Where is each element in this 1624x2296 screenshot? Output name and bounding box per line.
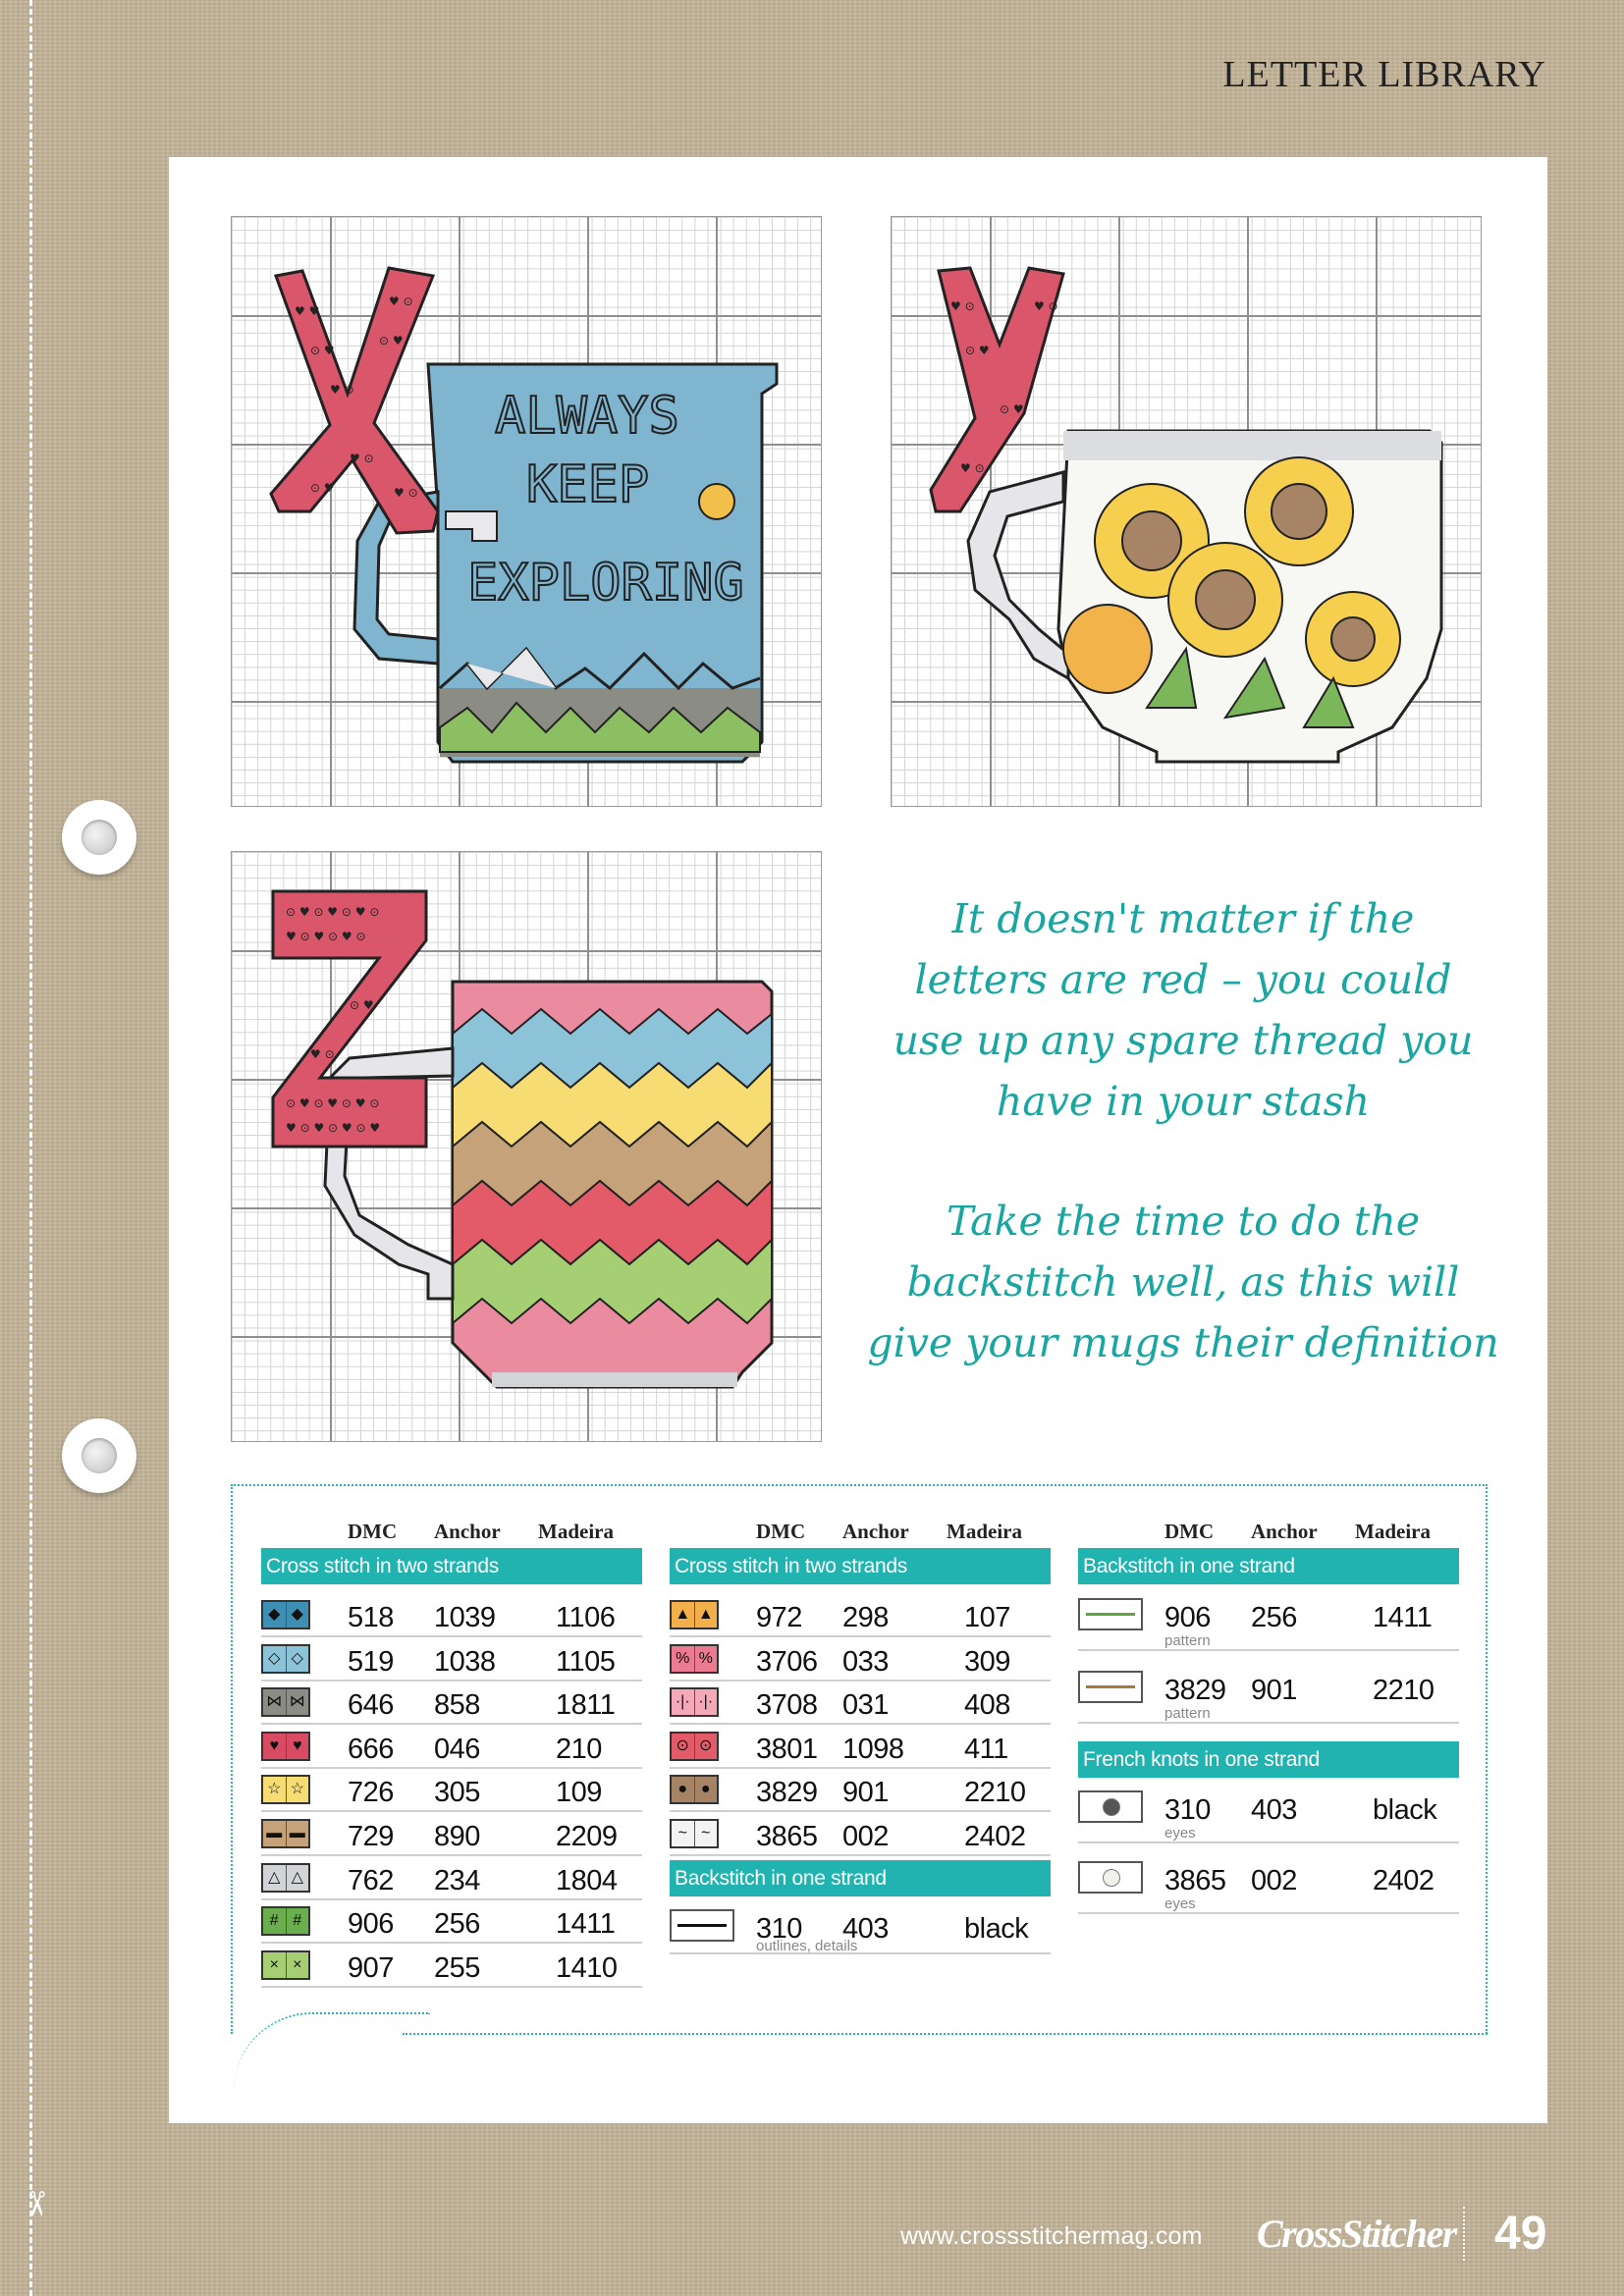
dmc-code: 3708	[756, 1689, 818, 1722]
stitched-border	[29, 0, 32, 2296]
symbol-swatch-icon	[261, 1950, 310, 1980]
svg-text:⊙ ♥: ⊙ ♥	[310, 344, 335, 357]
symbol-swatch-icon	[670, 1644, 719, 1674]
stitch-symbol-icon: #	[287, 1908, 309, 1934]
madeira-code: 107	[964, 1602, 1010, 1633]
madeira-code: 109	[556, 1777, 602, 1809]
tip-thread-colours	[864, 888, 1502, 1132]
key-row-3801	[670, 1726, 1051, 1769]
usage-note: eyes	[1164, 1825, 1196, 1842]
key-row-666	[261, 1726, 642, 1769]
svg-text:♥ ⊙: ♥ ⊙	[350, 452, 374, 465]
stitch-symbol-icon: ☆	[263, 1777, 287, 1802]
stitch-symbol-icon: ⊙	[695, 1734, 718, 1759]
madeira-code: 2210	[1373, 1675, 1435, 1706]
key-row-3829	[670, 1769, 1051, 1812]
madeira-code: 1105	[556, 1645, 616, 1678]
footer-brand-logo: CrossStitcher	[1257, 2212, 1456, 2256]
stitch-symbol-icon: ·|·	[695, 1689, 718, 1715]
stitch-symbol-icon: ♥	[263, 1734, 287, 1759]
header-madeira: Madeira	[538, 1520, 614, 1543]
key-row-972	[670, 1594, 1051, 1637]
dmc-code: 666	[348, 1733, 394, 1765]
stitch-symbol-icon: ▬	[263, 1821, 287, 1846]
dmc-code: 646	[348, 1689, 394, 1722]
chart-z-artwork	[232, 852, 822, 1442]
footer-url: www.crossstitchermag.com	[900, 2222, 1203, 2250]
svg-text:♥ ⊙: ♥ ⊙	[394, 486, 418, 500]
anchor-code: 1039	[434, 1602, 496, 1633]
chart-y-artwork	[892, 217, 1482, 807]
usage-note: pattern	[1164, 1705, 1211, 1722]
dmc-code: 3829	[1164, 1675, 1226, 1706]
header-dmc: DMC	[348, 1520, 398, 1543]
dmc-code: 3865	[756, 1821, 818, 1852]
chart-letter-z	[231, 851, 822, 1442]
svg-text:⊙ ♥ ⊙ ♥ ⊙ ♥ ⊙: ⊙ ♥ ⊙ ♥ ⊙ ♥ ⊙	[286, 1096, 380, 1110]
stitch-symbol-icon: %	[672, 1646, 695, 1672]
stitch-symbol-icon: ⊙	[672, 1734, 695, 1759]
stitch-symbol-icon: ●	[695, 1777, 718, 1802]
tip-backstitch	[864, 1191, 1502, 1373]
key-row-762	[261, 1857, 642, 1900]
dmc-code: 3829	[756, 1777, 818, 1809]
header-madeira: Madeira	[1355, 1520, 1431, 1543]
usage-note: outlines, details	[756, 1938, 858, 1954]
anchor-code: 890	[434, 1821, 480, 1852]
madeira-code: 309	[964, 1645, 1010, 1678]
french-knot-swatch-icon	[1078, 1861, 1143, 1894]
dmc-code: 906	[348, 1908, 394, 1941]
stitch-symbol-icon: ☆	[287, 1777, 309, 1802]
symbol-swatch-icon	[670, 1732, 719, 1761]
svg-text:♥ ⊙: ♥ ⊙	[950, 299, 975, 313]
usage-note: eyes	[1164, 1896, 1196, 1912]
key-row-backstitch-310	[670, 1905, 1051, 1954]
madeira-code: 1811	[556, 1689, 616, 1722]
dmc-code: 518	[348, 1602, 394, 1633]
key-row-907	[261, 1945, 642, 1988]
anchor-code: 002	[842, 1821, 889, 1852]
symbol-swatch-icon	[670, 1600, 719, 1629]
stitch-symbol-icon: ×	[263, 1952, 287, 1978]
dmc-code: 310	[756, 1913, 802, 1945]
symbol-swatch-icon	[670, 1687, 719, 1717]
madeira-code: 1411	[1373, 1602, 1433, 1633]
stitch-symbol-icon: ▲	[695, 1602, 718, 1628]
dmc-code: 519	[348, 1645, 394, 1678]
key-row-knot-3865	[1078, 1857, 1459, 1914]
chart-x-artwork	[232, 217, 822, 807]
stitch-symbol-icon: ◆	[287, 1602, 309, 1628]
anchor-code: 256	[434, 1908, 480, 1941]
key-frame-bottom	[403, 2033, 1488, 2035]
symbol-swatch-icon	[261, 1600, 310, 1629]
madeira-code: 411	[964, 1733, 1008, 1765]
anchor-code: 255	[434, 1951, 480, 1984]
stitch-symbol-icon: ◇	[263, 1646, 287, 1672]
key-row-726	[261, 1769, 642, 1812]
header-dmc: DMC	[1164, 1520, 1215, 1543]
key-row-knot-310	[1078, 1787, 1459, 1843]
symbol-swatch-icon	[261, 1819, 310, 1848]
chart-letter-y	[891, 216, 1482, 807]
anchor-code: 901	[1251, 1675, 1297, 1706]
madeira-code: 1804	[556, 1864, 618, 1896]
svg-text:⊙ ♥: ⊙ ♥	[379, 334, 404, 347]
stitch-symbol-icon: ~	[672, 1821, 695, 1846]
tip-line: letters are red – you could	[914, 956, 1452, 1003]
dmc-code: 726	[348, 1777, 394, 1809]
stitch-symbol-icon: ▬	[287, 1821, 309, 1846]
header-anchor: Anchor	[1251, 1520, 1318, 1543]
header-madeira: Madeira	[947, 1520, 1022, 1543]
anchor-code: 298	[842, 1602, 889, 1633]
french-knot-swatch-icon	[1078, 1790, 1143, 1823]
tip-line: Take the time to do the	[947, 1198, 1420, 1245]
symbol-swatch-icon	[261, 1687, 310, 1717]
stitch-symbol-icon: %	[695, 1646, 718, 1672]
dmc-code: 3801	[756, 1733, 818, 1765]
anchor-code: 256	[1251, 1602, 1297, 1633]
svg-text:♥ ⊙: ♥ ⊙	[330, 383, 354, 397]
chart-letter-x	[231, 216, 822, 807]
anchor-code: 403	[1251, 1794, 1297, 1826]
anchor-code: 031	[842, 1689, 889, 1722]
header-dmc: DMC	[756, 1520, 806, 1543]
band-backstitch: Backstitch in one strand	[670, 1860, 1051, 1896]
madeira-code: 1410	[556, 1951, 618, 1984]
symbol-swatch-icon	[670, 1775, 719, 1804]
dmc-code: 907	[348, 1951, 394, 1984]
anchor-code: 1098	[842, 1733, 904, 1765]
svg-text:⊙ ♥ ⊙ ♥ ⊙ ♥ ⊙: ⊙ ♥ ⊙ ♥ ⊙ ♥ ⊙	[286, 905, 380, 919]
tip-line: backstitch well, as this will	[906, 1258, 1460, 1306]
backstitch-swatch-icon	[1078, 1598, 1143, 1630]
stitch-symbol-icon: ⋈	[263, 1689, 287, 1715]
usage-note: pattern	[1164, 1632, 1211, 1649]
anchor-code: 403	[842, 1913, 889, 1945]
svg-text:♥ ⊙ ♥ ⊙ ♥ ⊙ ♥: ♥ ⊙ ♥ ⊙ ♥ ⊙ ♥	[286, 1121, 381, 1135]
svg-text:♥ ⊙: ♥ ⊙	[960, 461, 985, 475]
key-row-519	[261, 1638, 642, 1682]
svg-text:♥ ⊙: ♥ ⊙	[389, 294, 413, 308]
madeira-code: 2402	[964, 1821, 1026, 1852]
backstitch-swatch-icon	[1078, 1671, 1143, 1703]
svg-text:⊙ ♥: ⊙ ♥	[350, 998, 374, 1012]
page-number: 49	[1494, 2208, 1547, 2260]
madeira-code: 210	[556, 1733, 602, 1765]
svg-text:♥ ♥: ♥ ♥	[295, 304, 320, 318]
stitch-symbol-icon: ▲	[672, 1602, 695, 1628]
tip-line: It doesn't matter if the	[951, 895, 1415, 942]
madeira-code: 408	[964, 1689, 1010, 1722]
svg-text:⊙ ♥: ⊙ ♥	[1000, 402, 1024, 416]
anchor-code: 234	[434, 1864, 480, 1896]
band-cross-stitch: Cross stitch in two strands	[261, 1548, 642, 1584]
madeira-code: 2209	[556, 1821, 618, 1852]
anchor-code: 901	[842, 1777, 889, 1809]
key-row-518	[261, 1594, 642, 1637]
backstitch-swatch-icon	[670, 1909, 734, 1942]
symbol-swatch-icon	[261, 1732, 310, 1761]
svg-text:♥ ⊙: ♥ ⊙	[310, 1047, 335, 1061]
band-french-knots: French knots in one strand	[1078, 1741, 1459, 1778]
stitch-symbol-icon: △	[287, 1865, 309, 1891]
binder-hole-icon	[62, 1418, 136, 1493]
dmc-code: 310	[1164, 1794, 1211, 1826]
stitch-symbol-icon: △	[263, 1865, 287, 1891]
symbol-swatch-icon	[670, 1819, 719, 1848]
tip-line: give your mugs their definition	[867, 1319, 1499, 1366]
symbol-swatch-icon	[261, 1644, 310, 1674]
key-row-backstitch-3829	[1078, 1667, 1459, 1724]
dmc-code: 972	[756, 1602, 802, 1633]
madeira-code: black	[964, 1913, 1029, 1945]
dmc-code: 729	[348, 1821, 394, 1852]
binder-hole-icon	[62, 800, 136, 875]
stitch-symbol-icon: #	[263, 1908, 287, 1934]
mug-text-line-3: EXPLORING	[467, 554, 744, 613]
symbol-swatch-icon	[261, 1863, 310, 1893]
dmc-code: 3706	[756, 1645, 818, 1678]
madeira-code: 1411	[556, 1908, 616, 1941]
dmc-code: 906	[1164, 1602, 1211, 1633]
stitch-symbol-icon: ●	[672, 1777, 695, 1802]
madeira-code: 2402	[1373, 1865, 1435, 1896]
svg-text:⊙ ♥: ⊙ ♥	[310, 481, 335, 495]
section-title: LETTER LIBRARY	[1222, 54, 1546, 95]
svg-text:♥ ⊙ ♥ ⊙ ♥ ⊙: ♥ ⊙ ♥ ⊙ ♥ ⊙	[286, 930, 366, 943]
key-row-906	[261, 1900, 642, 1944]
band-cross-stitch: Cross stitch in two strands	[670, 1548, 1051, 1584]
mug-text-line-1: ALWAYS	[495, 387, 679, 446]
anchor-code: 305	[434, 1777, 480, 1809]
anchor-code: 033	[842, 1645, 889, 1678]
dmc-code: 3865	[1164, 1865, 1226, 1896]
header-anchor: Anchor	[842, 1520, 909, 1543]
key-row-729	[261, 1813, 642, 1856]
band-backstitch: Backstitch in one strand	[1078, 1548, 1459, 1584]
stitch-symbol-icon: ♥	[287, 1734, 309, 1759]
key-row-3706	[670, 1638, 1051, 1682]
anchor-code: 002	[1251, 1865, 1297, 1896]
svg-text:♥ ⊙: ♥ ⊙	[1034, 299, 1058, 313]
tip-line: have in your stash	[996, 1078, 1371, 1125]
stitch-symbol-icon: ◇	[287, 1646, 309, 1672]
anchor-code: 1038	[434, 1645, 496, 1678]
footer-divider	[1463, 2207, 1465, 2261]
madeira-code: 1106	[556, 1602, 616, 1633]
stitch-symbol-icon: ◆	[263, 1602, 287, 1628]
scissors-icon: ✂	[17, 2189, 55, 2218]
stitch-symbol-icon: ×	[287, 1952, 309, 1978]
anchor-code: 046	[434, 1733, 480, 1765]
svg-text:⊙ ♥: ⊙ ♥	[965, 344, 990, 357]
madeira-code: black	[1373, 1794, 1437, 1826]
mug-text-line-2: KEEP	[526, 455, 650, 514]
key-row-646	[261, 1682, 642, 1725]
stitch-symbol-icon: ~	[695, 1821, 718, 1846]
stitch-symbol-icon: ⋈	[287, 1689, 309, 1715]
symbol-swatch-icon	[261, 1775, 310, 1804]
key-row-backstitch-906	[1078, 1594, 1459, 1651]
key-row-3708	[670, 1682, 1051, 1725]
header-anchor: Anchor	[434, 1520, 501, 1543]
tip-line: use up any spare thread you	[893, 1017, 1474, 1064]
dmc-code: 762	[348, 1864, 394, 1896]
madeira-code: 2210	[964, 1777, 1026, 1809]
stitch-symbol-icon: ·|·	[672, 1689, 695, 1715]
anchor-code: 858	[434, 1689, 480, 1722]
key-row-3865	[670, 1813, 1051, 1856]
symbol-swatch-icon	[261, 1906, 310, 1936]
